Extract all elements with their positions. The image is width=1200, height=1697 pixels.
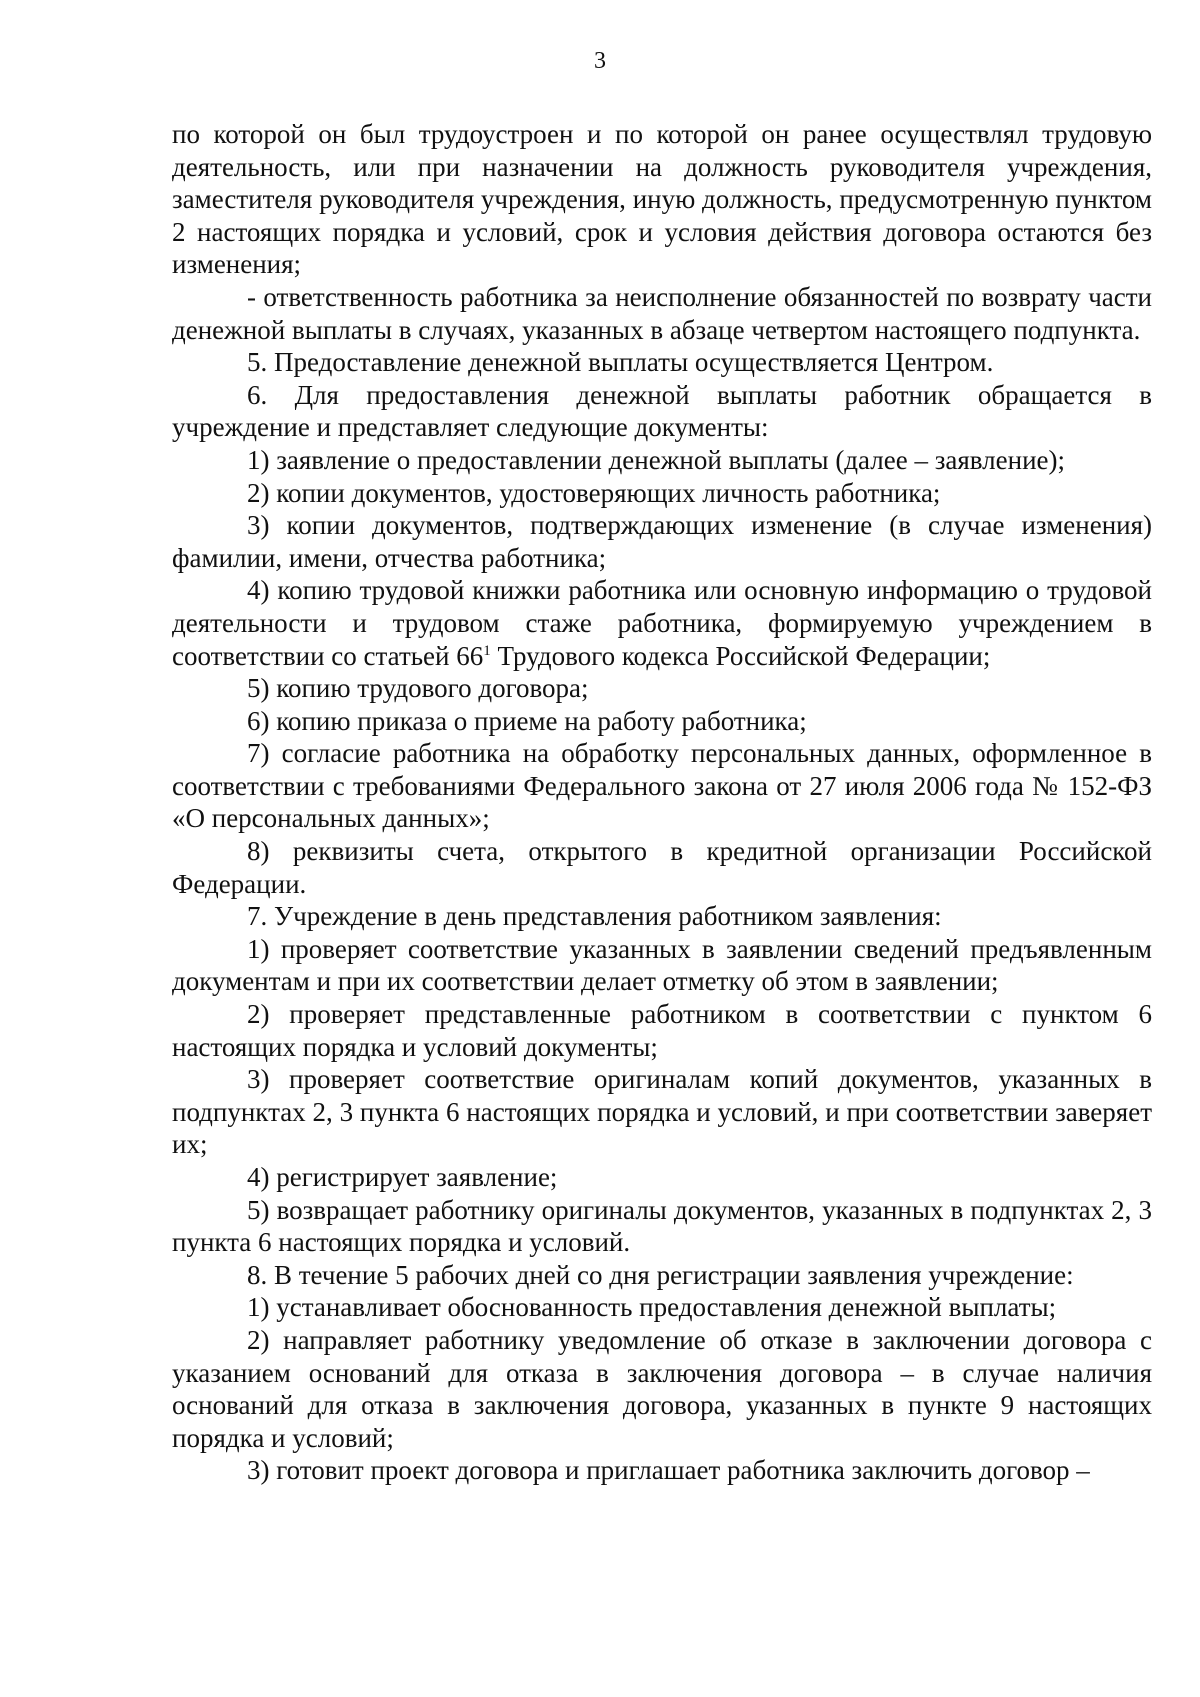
- paragraph-item-7-5: 5) возвращает работнику оригиналы документов, указанных в подпунктах 2, 3 пункта 6 настоящих порядка и условий.: [172, 1194, 1152, 1258]
- paragraph-item-8-1: 1) устанавливает обоснованность предоставления денежной выплаты;: [247, 1292, 1057, 1323]
- paragraph-continuation: по которой он был трудоустроен и по которой он ранее осуществлял трудовую деятельность, или при назначении на должность руководителя учреждения, заместителя руководителя учреждения, иную должность, предусмотренную пунктом 2 настоящих порядка и условий, срок и условия действия договора остаются без изменения;: [172, 119, 1152, 280]
- paragraph-item-6: 6. Для предоставления денежной выплаты работник обращается в учреждение и представляет следующие документы:: [172, 379, 1152, 443]
- paragraph-item-6-6: 6) копию приказа о приеме на работу работника;: [247, 705, 807, 736]
- paragraph-item-7-2: 2) проверяет представленные работником в соответствии с пунктом 6 настоящих порядка и условий документы;: [172, 999, 1152, 1062]
- paragraph-text: Трудового кодекса Российской Федерации;: [490, 640, 991, 671]
- paragraph-item-6-8: 8) реквизиты счета, открытого в кредитной организации Российской Федерации.: [172, 836, 1152, 899]
- paragraph-item-6-3: 3) копии документов, подтверждающих изменение (в случае изменения) фамилии, имени, отчества работника;: [172, 510, 1152, 573]
- paragraph-item-8-2: 2) направляет работнику уведомление об отказе в заключении договора с указанием оснований для отказа в заключения договора – в случае наличия оснований для отказа в заключения договора, указанных в пункте 9 настоящих порядка и условий;: [172, 1324, 1152, 1453]
- superscript: 1: [483, 642, 491, 659]
- paragraph-item-7-3: 3) проверяет соответствие оригиналам копий документов, указанных в подпунктах 2, 3 пункта 6 настоящих порядка и условий, и при соответствии заверяет их;: [172, 1064, 1152, 1160]
- paragraph-text: 4) копию трудовой книжки работника или основную информацию о трудовой деятельности и трудовом стаже работника, формируемую учреждением в соответствии со статьей 66: [172, 575, 1152, 671]
- paragraph-item-6-1: 1) заявление о предоставлении денежной выплаты (далее – заявление);: [247, 444, 1066, 475]
- paragraph-item-7-4: 4) регистрирует заявление;: [247, 1162, 558, 1192]
- document-body: [172, 118, 1152, 1487]
- paragraph-item-6-5: 5) копию трудового договора;: [247, 673, 589, 704]
- paragraph-responsibility: - ответственность работника за неисполнение обязанностей по возврату части денежной выплаты в случаях, указанных в абзаце четвертом настоящего подпункта.: [172, 281, 1152, 345]
- paragraph-item-6-4: [172, 574, 1152, 672]
- paragraph-item-6-2: 2) копии документов, удостоверяющих личность работника;: [247, 477, 941, 508]
- paragraph-item-6-7: 7) согласие работника на обработку персональных данных, оформленное в соответствии с требованиями Федерального закона от 27 июля 2006 года № 152-ФЗ «О персональных данных»;: [172, 738, 1152, 834]
- page-number: 3: [594, 48, 606, 74]
- paragraph-item-7-1: 1) проверяет соответствие указанных в заявлении сведений предъявленным документам и при их соответствии делает отметку об этом в заявлении;: [172, 933, 1152, 997]
- paragraph-item-5: 5. Предоставление денежной выплаты осуществляется Центром.: [247, 347, 994, 378]
- paragraph-item-7: 7. Учреждение в день представления работником заявления:: [247, 901, 942, 932]
- paragraph-item-8-3: 3) готовит проект договора и приглашает работника заключить договор –: [247, 1455, 1090, 1486]
- paragraph-item-8: 8. В течение 5 рабочих дней со дня регистрации заявления учреждение:: [247, 1259, 1074, 1290]
